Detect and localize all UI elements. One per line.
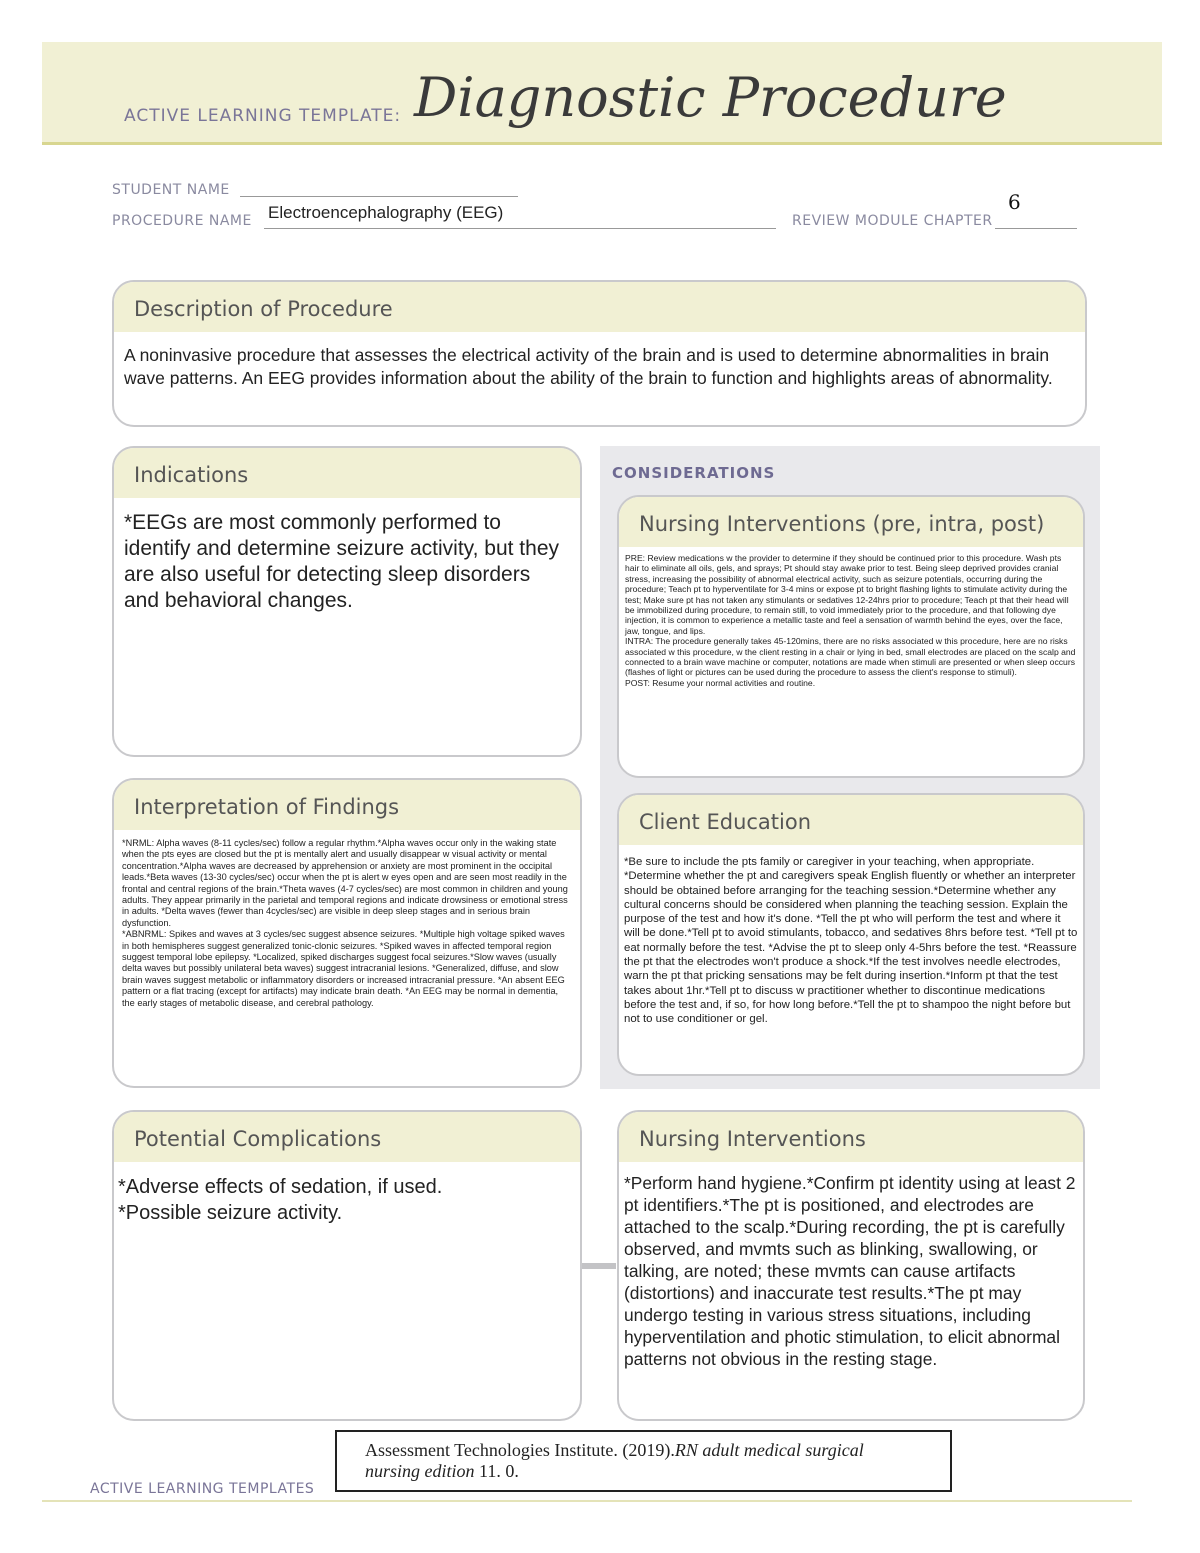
description-text[interactable]: A noninvasive procedure that assesses the electrical activity of the brain and is used to determine abnormalities in brain wave patterns. An EEG provides information about the ability of the brain to function and highlights areas of abnormality. bbox=[124, 345, 1053, 388]
footer-divider bbox=[42, 1500, 1132, 1502]
indications-section bbox=[112, 446, 582, 757]
procedure-name-value: Electroencephalography (EEG) bbox=[268, 203, 504, 222]
procedure-name-label: PROCEDURE NAME bbox=[112, 213, 252, 229]
footer-label: ACTIVE LEARNING TEMPLATES bbox=[90, 1481, 315, 1497]
description-heading: Description of Procedure bbox=[114, 282, 1085, 332]
client-education-heading: Client Education bbox=[619, 795, 1083, 845]
citation-box bbox=[335, 1430, 952, 1492]
nursing-interventions-prepost-text[interactable]: PRE: Review medications w the provider to determine if they should be continued prior to this procedure. Wash pts hair to eliminate all oils, gels, and sprays; Pt should stay awake prior to test. Being sleep deprived provides cranial stress, increasing the possibility of abnormal electrical activity, such as seizure potentials, occurring during the procedure; Teach pt to hyperventilate for 3-4 mins or expose pt to bright flashing lights to stimulate activity during the test; Make sure pt has not taken any stimulants or sedatives 12-24hrs prior to procedure; Teach pt that their head will be immobilized during procedure, to remain still, to void immediately prior to the procedure, and that following dye injection, it is common to experience a metallic taste and feel a sensation of warmth behind the eyes, over the face, jaw, tongue, and lips. INTRA: The procedure generally takes 45-120mins, there are no risks associated w this procedure, here are no risks associated w this procedure, w the client resting in a chair or lying in bed, small electrodes are placed on the scalp and connected to a brain wave machine or computer, notations are made when stimuli are presented or when sleep occurs (flashes of light or pictures can be used during the procedure to assess the client's response to stimuli). POST: Resume your normal activities and routine. bbox=[625, 553, 1076, 688]
client-education-text[interactable]: *Be sure to include the pts family or caregiver in your teaching, when appropriate. *Determine whether the pt and caregivers speak English fluently or whether an interpreter should be obtained before arranging for the teaching session.*Determine whether any cultural concerns should be considered when planning the teaching session. Explain the purpose of the test and how it's done. *Tell the pt who will perform the test and where it will be done.*Tell pt to avoid stimulants, tobacco, and sedatives 8hrs before test. *Tell pt to eat normally before the test. *Advise the pt to sleep only 4-5hrs before the test. *Reassure the pt that the electrodes won't produce a shock.*If the test involves needle electrodes, warn the pt that pricking sensations may be felt during insertion.*Inform pt that the test takes about 1hr.*Tell pt to discuss w practitioner whether to discontinue medications before the test and, if so, for how long before.*Tell the pt to shampoo the night before but not to use conditioner or gel. bbox=[624, 856, 1078, 1026]
citation-edition: 11. 0. bbox=[474, 1461, 519, 1481]
nursing-interventions-text[interactable]: *Perform hand hygiene.*Confirm pt identity using at least 2 pt identifiers.*The pt is positioned, and electrodes are attached to the scalp.*During recording, the pt is carefully observed, and mvmts such as blinking, swallowing, or talking, are noted; these mvmts can cause artifacts (distortions) and inaccurate test results.*The pt may undergo testing in various stress situations, including hyperventilation and photic stimulation, to elicit abnormal patterns not obvious in the resting stage. bbox=[624, 1173, 1076, 1369]
review-module-label: REVIEW MODULE CHAPTER bbox=[792, 213, 993, 229]
considerations-title: CONSIDERATIONS bbox=[612, 464, 776, 482]
review-module-field[interactable] bbox=[995, 228, 1077, 229]
template-title: Diagnostic Procedure bbox=[414, 66, 1007, 129]
template-prefix: ACTIVE LEARNING TEMPLATE: bbox=[124, 106, 402, 126]
indications-text[interactable]: *EEGs are most commonly performed to identify and determine seizure activity, but they are also useful for detecting sleep disorders and behavioral changes. bbox=[124, 511, 560, 612]
indications-heading: Indications bbox=[114, 448, 580, 498]
citation-title: RN adult medical surgical nursing edition bbox=[365, 1440, 864, 1481]
interpretation-heading: Interpretation of Findings bbox=[114, 780, 580, 830]
nursing-interventions-section bbox=[617, 1110, 1085, 1421]
interpretation-text[interactable]: *NRML: Alpha waves (8-11 cycles/sec) follow a regular rhythm.*Alpha waves occur only in the waking state when the pts eyes are closed but the pt is mentally alert and usually disappear w visual activity or mental concentration.*Alpha waves are decreased by apprehension or anxiety are most prominent in the occipital leads.*Beta waves (13-30 cycles/sec) occur when the pt is alert w eyes open and are seen most readily in the frontal and central regions of the brain.*Theta waves (4-7 cycles/sec) are most common in children and young adults. They appear primarily in the parietal and temporal regions and indicate drowsiness or emotional stress in adults. *Delta waves (fewer than 4cycles/sec) are visible in deep sleep stages and in serious brain dysfunction. *ABNRML: Spikes and waves at 3 cycles/sec suggest absence seizures. *Multiple high voltage spiked waves in both hemispheres suggest generalized tonic-clonic seizures. *Spiked waves in affected temporal region suggest temporal lobe epilepsy. *Localized, spiked discharges suggest focal seizures.*Slow waves (usually delta waves but possibly unilateral beta waves) suggest intracranial lesions. *Generalized, diffuse, and slow brain waves suggest metabolic or inflammatory disorders or increased intracranial pressure. *An absent EEG pattern or a flat tracing (except for artifacts) may indicate brain death. *An EEG may be normal in dementia, the early stages of metabolic disease, and cerebral pathology. bbox=[122, 838, 568, 1008]
review-module-value: 6 bbox=[1008, 190, 1021, 214]
nursing-interventions-heading: Nursing Interventions bbox=[619, 1112, 1083, 1162]
student-name-label: STUDENT NAME bbox=[112, 182, 230, 198]
nursing-interventions-prepost-section bbox=[617, 495, 1085, 778]
nursing-interventions-prepost-heading: Nursing Interventions (pre, intra, post) bbox=[619, 497, 1083, 547]
complications-heading: Potential Complications bbox=[114, 1112, 580, 1162]
section-connector bbox=[582, 1263, 616, 1269]
citation-author: Assessment Technologies Institute. (2019). bbox=[365, 1440, 675, 1460]
procedure-name-field[interactable] bbox=[264, 228, 776, 229]
complications-section bbox=[112, 1110, 582, 1421]
client-education-section bbox=[617, 793, 1085, 1076]
description-section bbox=[112, 280, 1087, 427]
student-name-field[interactable] bbox=[240, 196, 518, 197]
interpretation-section bbox=[112, 778, 582, 1088]
complications-text[interactable]: *Adverse effects of sedation, if used. *Possible seizure activity. bbox=[118, 1176, 443, 1224]
